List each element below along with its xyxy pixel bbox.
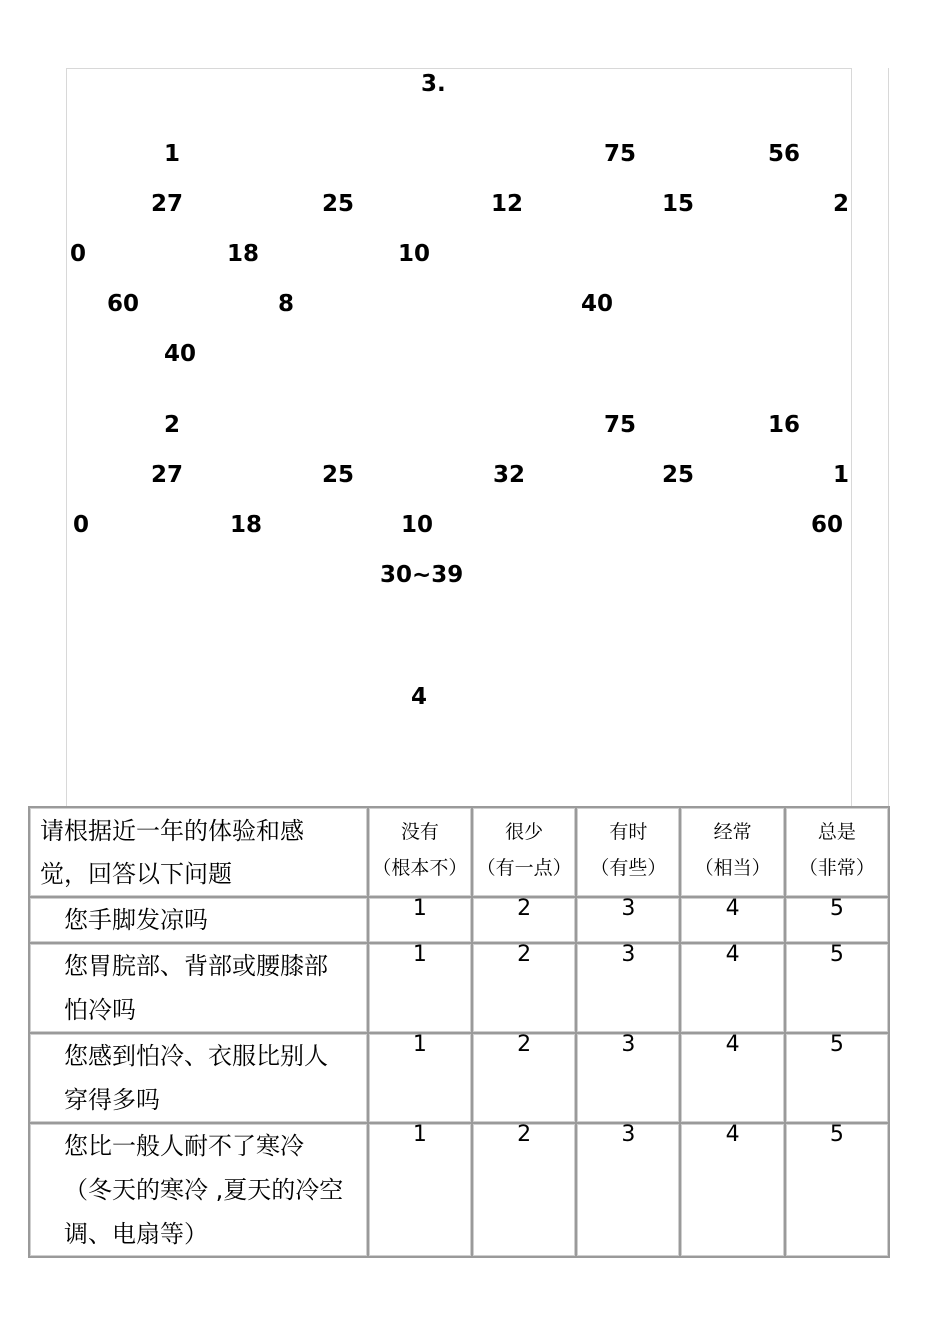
score-cell[interactable]: 1	[369, 1124, 473, 1258]
number-item: 40	[164, 341, 197, 367]
score-cell[interactable]: 3	[577, 1034, 681, 1124]
number-item: 56	[768, 141, 801, 167]
column-sub: （根本不）	[372, 857, 468, 879]
question-cell	[30, 898, 369, 944]
question-line: 您感到怕冷、衣服比别人	[64, 1042, 328, 1070]
question-line: 您胃脘部、背部或腰膝部	[64, 952, 328, 980]
score-cell[interactable]: 1	[369, 1034, 473, 1124]
score-cell[interactable]: 4	[681, 944, 785, 1034]
number-item: 15	[662, 191, 695, 217]
score-cell[interactable]: 5	[786, 1034, 890, 1124]
column-label: 没有	[400, 821, 439, 843]
number-item: 60	[811, 512, 844, 538]
column-sub: （非常）	[798, 857, 875, 879]
number-item: 2	[833, 191, 850, 217]
column-sub: （有些）	[590, 857, 667, 879]
frame-right-line	[851, 68, 852, 806]
number-item: 25	[662, 462, 695, 488]
table-header-row	[30, 808, 890, 898]
number-item: 10	[401, 512, 434, 538]
frame-top-line	[66, 68, 852, 69]
score-cell[interactable]: 5	[786, 944, 890, 1034]
score-cell[interactable]: 5	[786, 898, 890, 944]
number-item: 75	[604, 412, 637, 438]
section-number: 3.	[421, 71, 446, 97]
question-cell	[30, 1034, 369, 1124]
number-item: 1	[833, 462, 850, 488]
score-cell[interactable]: 1	[369, 944, 473, 1034]
number-item: 10	[398, 241, 431, 267]
number-item: 75	[604, 141, 637, 167]
column-header-never	[369, 808, 473, 898]
number-item: 30~39	[380, 562, 464, 588]
score-cell[interactable]: 2	[473, 898, 577, 944]
column-label: 总是	[817, 821, 856, 843]
frame-outer-right-line	[888, 68, 889, 806]
number-item: 27	[151, 191, 184, 217]
question-line: 调、电扇等）	[64, 1220, 208, 1248]
survey-table	[28, 806, 890, 1258]
score-cell[interactable]: 4	[681, 1034, 785, 1124]
question-line: 您手脚发凉吗	[64, 906, 208, 934]
score-cell[interactable]: 1	[369, 898, 473, 944]
number-item: 40	[581, 291, 614, 317]
score-cell[interactable]: 2	[473, 944, 577, 1034]
number-item: 32	[493, 462, 526, 488]
number-item: 16	[768, 412, 801, 438]
number-item: 18	[230, 512, 263, 538]
table-row	[30, 1124, 890, 1258]
table-row	[30, 898, 890, 944]
number-item: 25	[322, 191, 355, 217]
table-row	[30, 944, 890, 1034]
number-item: 0	[70, 241, 87, 267]
score-cell[interactable]: 2	[473, 1124, 577, 1258]
number-item: 4	[411, 684, 428, 710]
instruction-cell	[30, 808, 369, 898]
score-cell[interactable]: 3	[577, 944, 681, 1034]
number-item: 18	[227, 241, 260, 267]
number-item: 27	[151, 462, 184, 488]
column-header-rarely	[473, 808, 577, 898]
number-item: 60	[107, 291, 140, 317]
question-cell	[30, 944, 369, 1034]
column-header-often	[681, 808, 785, 898]
column-label: 很少	[505, 821, 544, 843]
column-sub: （有一点）	[476, 857, 572, 879]
column-header-always	[786, 808, 890, 898]
score-cell[interactable]: 5	[786, 1124, 890, 1258]
column-label: 经常	[713, 821, 752, 843]
number-item: 1	[164, 141, 181, 167]
instruction-line: 请根据近一年的体验和感	[40, 817, 304, 845]
question-cell	[30, 1124, 369, 1258]
score-cell[interactable]: 3	[577, 1124, 681, 1258]
number-item: 2	[164, 412, 181, 438]
column-sub: （相当）	[694, 857, 771, 879]
number-item: 25	[322, 462, 355, 488]
column-label: 有时	[609, 821, 648, 843]
question-line: 穿得多吗	[64, 1086, 160, 1114]
question-line: 您比一般人耐不了寒冷	[64, 1132, 304, 1160]
score-cell[interactable]: 2	[473, 1034, 577, 1124]
number-item: 12	[491, 191, 524, 217]
number-item: 8	[278, 291, 295, 317]
score-cell[interactable]: 4	[681, 1124, 785, 1258]
number-item: 0	[73, 512, 90, 538]
table-row	[30, 1034, 890, 1124]
frame-left-line	[66, 68, 67, 806]
column-header-sometimes	[577, 808, 681, 898]
question-line: 怕冷吗	[64, 996, 136, 1024]
score-cell[interactable]: 3	[577, 898, 681, 944]
question-line: （冬天的寒冷 ,夏天的冷空	[64, 1176, 344, 1204]
score-cell[interactable]: 4	[681, 898, 785, 944]
instruction-line: 觉，回答以下问题	[40, 860, 232, 888]
